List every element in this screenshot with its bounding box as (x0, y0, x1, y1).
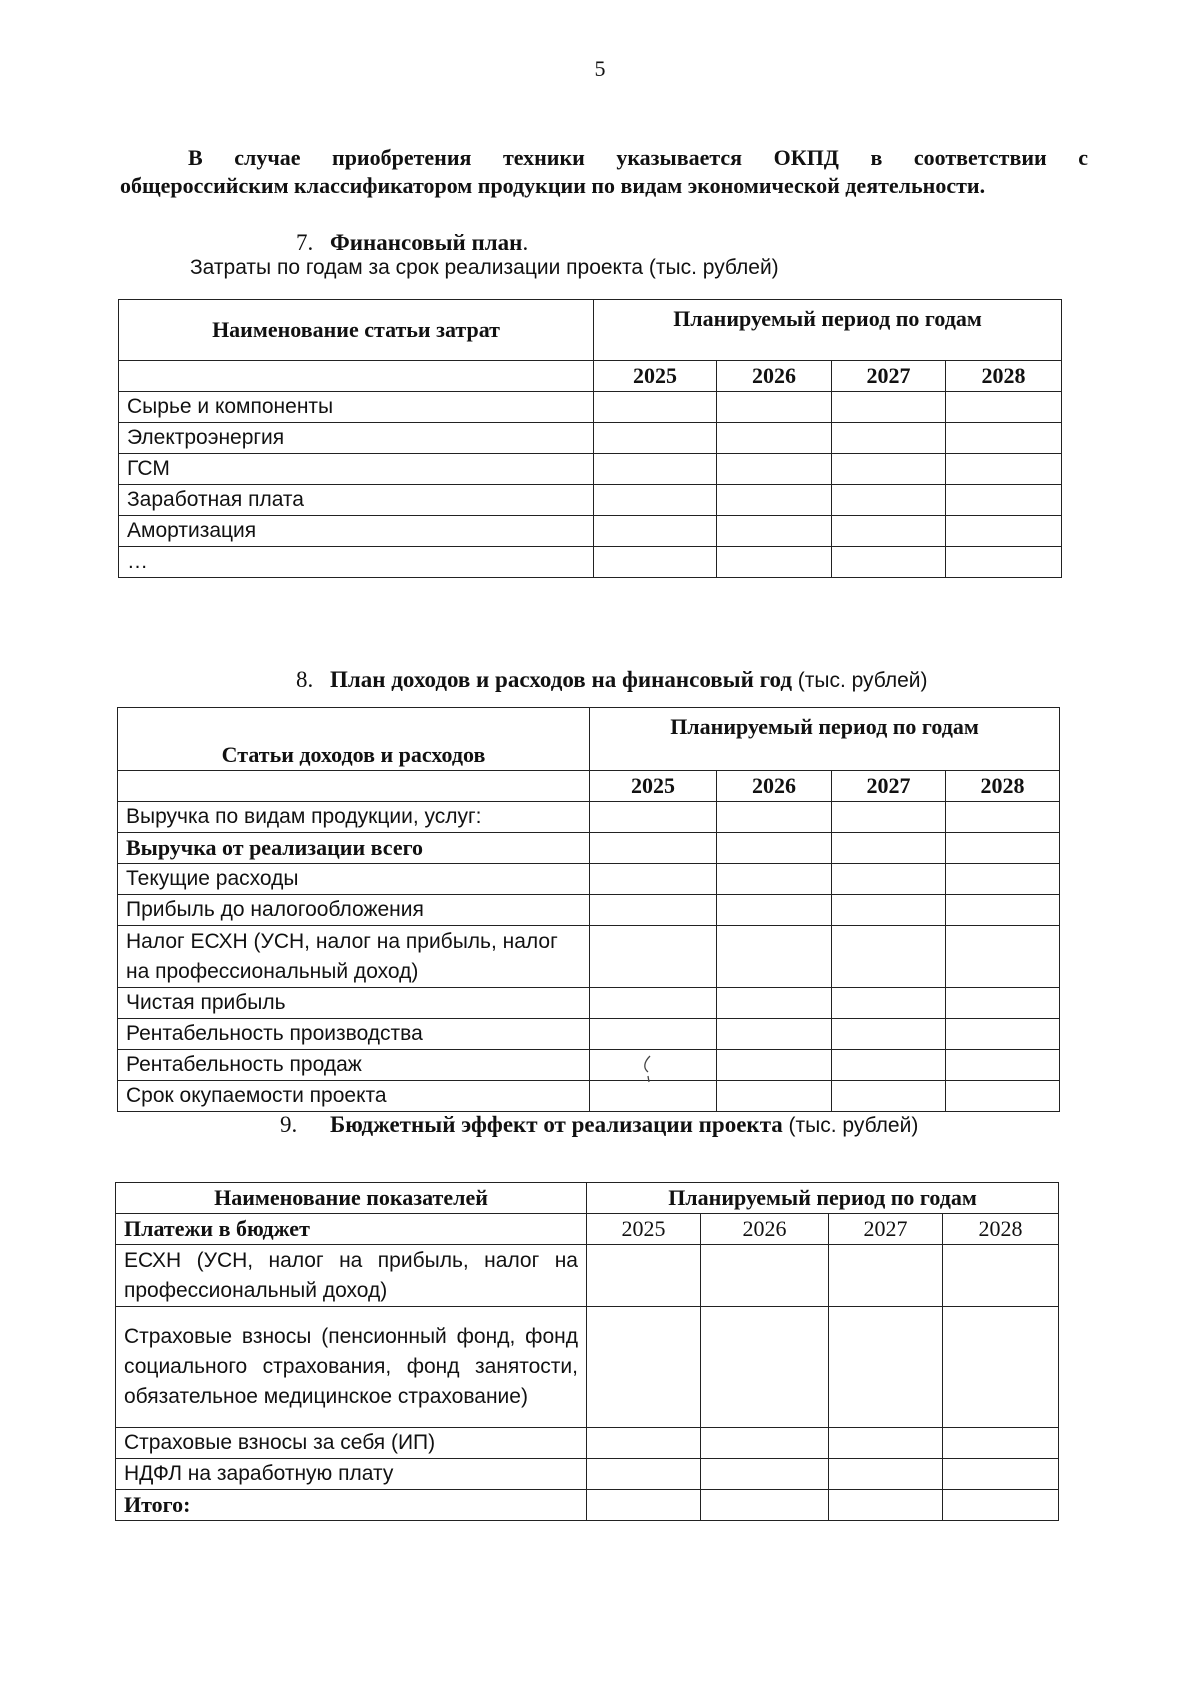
table-row (118, 895, 1060, 926)
costs-year-header: 2025 (594, 361, 717, 392)
table-cell (943, 1428, 1059, 1459)
table-cell (832, 423, 946, 454)
table-cell (594, 485, 717, 516)
income-item-label: Выручка по видам продукции, услуг: (118, 802, 590, 833)
table-cell (717, 926, 832, 988)
table-cell (946, 1081, 1060, 1112)
table-cell (946, 802, 1060, 833)
section-9-heading (280, 1110, 918, 1141)
budget-effect-table (115, 1182, 1059, 1521)
table-cell (832, 485, 946, 516)
costs-table (118, 299, 1062, 578)
section-7-title: Финансовый план (330, 230, 523, 255)
table-row (116, 1245, 1059, 1307)
table-cell (832, 1019, 946, 1050)
table-cell (717, 864, 832, 895)
table-cell (946, 547, 1062, 578)
section-7-title-suffix: . (522, 230, 529, 255)
table-cell (832, 392, 946, 423)
table-cell (832, 833, 946, 864)
table-cell (717, 1081, 832, 1112)
table-cell (717, 547, 832, 578)
table-row (118, 988, 1060, 1019)
table-cell (587, 1307, 701, 1428)
table-cell (590, 1019, 717, 1050)
table-cell (943, 1459, 1059, 1490)
table-row (119, 423, 1062, 454)
table-cell (717, 516, 832, 547)
table-cell (946, 485, 1062, 516)
table-cell (587, 1459, 701, 1490)
income-expense-table (117, 707, 1060, 1112)
page-number: 5 (594, 56, 606, 81)
table-cell (829, 1459, 943, 1490)
budget-total-label: Итого: (116, 1490, 587, 1521)
table-cell (829, 1428, 943, 1459)
section-9-units: (тыс. рублей) (788, 1114, 919, 1137)
table-cell (587, 1245, 701, 1307)
section-7-heading (296, 228, 528, 258)
budget-item-label: Страховые взносы за себя (ИП) (116, 1428, 587, 1459)
section-7-subtitle: Затраты по годам за срок реализации проекта (тыс. рублей) (190, 256, 779, 279)
income-item-label: Срок окупаемости проекта (118, 1081, 590, 1112)
section-8-heading (296, 665, 928, 696)
table-row (116, 1459, 1059, 1490)
table-cell (701, 1459, 829, 1490)
table-cell (717, 1050, 832, 1081)
section-7-number: 7. (296, 230, 314, 255)
income-year-header: 2027 (832, 771, 946, 802)
budget-item-label: Страховые взносы (пенсионный фонд, фонд социального страхования, фонд занятости, обязательное медицинское страхование) (116, 1307, 587, 1428)
table-cell (832, 516, 946, 547)
table-row (119, 392, 1062, 423)
table-cell (829, 1307, 943, 1428)
table-row (116, 1428, 1059, 1459)
budget-item-header: Наименование показателей (116, 1183, 587, 1214)
table-row (118, 926, 1060, 988)
table-cell (701, 1428, 829, 1459)
pen-mark-icon (640, 1054, 654, 1084)
income-header-empty-cell (118, 771, 590, 802)
table-cell (946, 926, 1060, 988)
costs-period-header: Планируемый период по годам (594, 300, 1062, 361)
table-row (118, 1050, 1060, 1081)
table-cell (832, 926, 946, 988)
table-row (118, 833, 1060, 864)
table-cell (717, 392, 832, 423)
table-row (116, 1490, 1059, 1521)
income-item-label: Рентабельность продаж (118, 1050, 590, 1081)
table-cell (832, 895, 946, 926)
table-cell (946, 423, 1062, 454)
budget-item-label: ЕСХН (УСН, налог на прибыль, налог на профессиональный доход) (116, 1245, 587, 1307)
table-cell (594, 392, 717, 423)
income-item-label: Выручка от реализации всего (118, 833, 590, 864)
table-cell (717, 423, 832, 454)
table-row (118, 802, 1060, 833)
cost-item-label: ГСМ (119, 454, 594, 485)
table-cell (832, 802, 946, 833)
table-cell (946, 1019, 1060, 1050)
table-cell (701, 1307, 829, 1428)
table-cell (946, 864, 1060, 895)
income-item-label: Текущие расходы (118, 864, 590, 895)
table-cell (701, 1245, 829, 1307)
table-cell (717, 454, 832, 485)
table-cell (943, 1245, 1059, 1307)
table-cell (717, 1019, 832, 1050)
cost-item-label: Заработная плата (119, 485, 594, 516)
income-year-header: 2026 (717, 771, 832, 802)
section-8-units: (тыс. рублей) (797, 669, 928, 692)
table-cell (946, 1050, 1060, 1081)
table-cell (832, 864, 946, 895)
table-cell (946, 454, 1062, 485)
intro-paragraph-line-2: общероссийским классификатором продукции по видам экономической деятельности. (120, 173, 986, 198)
table-cell (590, 926, 717, 988)
income-period-header: Планируемый период по годам (590, 708, 1060, 771)
table-cell (832, 1050, 946, 1081)
costs-item-header: Наименование статьи затрат (119, 300, 594, 361)
table-cell (701, 1490, 829, 1521)
budget-year-header: 2028 (943, 1214, 1059, 1245)
table-row (116, 1307, 1059, 1428)
table-cell (590, 802, 717, 833)
table-row (119, 547, 1062, 578)
cost-item-label: Амортизация (119, 516, 594, 547)
table-cell (946, 895, 1060, 926)
table-cell (946, 516, 1062, 547)
table-cell (594, 423, 717, 454)
section-9-number: 9. (280, 1112, 298, 1137)
income-year-header: 2028 (946, 771, 1060, 802)
budget-period-header: Планируемый период по годам (587, 1183, 1059, 1214)
cost-item-label: Электроэнергия (119, 423, 594, 454)
table-cell (717, 833, 832, 864)
budget-subheader: Платежи в бюджет (116, 1214, 587, 1245)
section-8-number: 8. (296, 667, 314, 692)
table-cell (717, 895, 832, 926)
table-cell (590, 895, 717, 926)
cost-item-label: Сырье и компоненты (119, 392, 594, 423)
income-year-header: 2025 (590, 771, 717, 802)
table-cell (943, 1490, 1059, 1521)
table-cell (594, 454, 717, 485)
table-cell (587, 1428, 701, 1459)
intro-paragraph-line-1: В случае приобретения техники указывается ОКПД в соответствии с (188, 145, 1088, 170)
section-8-title: План доходов и расходов на финансовый год (330, 667, 792, 692)
table-cell (594, 516, 717, 547)
table-cell (717, 802, 832, 833)
income-item-label: Налог ЕСХН (УСН, налог на прибыль, налог на профессиональный доход) (118, 926, 590, 988)
table-cell (717, 988, 832, 1019)
table-cell (832, 1081, 946, 1112)
table-row (119, 485, 1062, 516)
cost-item-label: … (119, 547, 594, 578)
table-cell (946, 392, 1062, 423)
budget-year-header: 2025 (587, 1214, 701, 1245)
income-item-label: Чистая прибыль (118, 988, 590, 1019)
budget-year-header: 2026 (701, 1214, 829, 1245)
table-cell (590, 988, 717, 1019)
table-cell (590, 833, 717, 864)
costs-header-empty-cell (119, 361, 594, 392)
table-cell (587, 1490, 701, 1521)
table-cell (590, 864, 717, 895)
table-cell (943, 1307, 1059, 1428)
income-item-header: Статьи доходов и расходов (118, 708, 590, 771)
costs-year-header: 2027 (832, 361, 946, 392)
table-cell (832, 454, 946, 485)
table-cell (946, 833, 1060, 864)
income-item-label: Прибыль до налогообложения (118, 895, 590, 926)
table-row (118, 864, 1060, 895)
table-row (118, 1019, 1060, 1050)
table-row (119, 454, 1062, 485)
budget-item-label: НДФЛ на заработную плату (116, 1459, 587, 1490)
budget-year-header: 2027 (829, 1214, 943, 1245)
table-cell (717, 485, 832, 516)
table-cell (829, 1245, 943, 1307)
costs-year-header: 2026 (717, 361, 832, 392)
section-9-title: Бюджетный эффект от реализации проекта (330, 1112, 783, 1137)
table-cell (832, 988, 946, 1019)
table-cell (590, 1081, 717, 1112)
table-cell (832, 547, 946, 578)
table-row (119, 516, 1062, 547)
income-item-label: Рентабельность производства (118, 1019, 590, 1050)
costs-year-header: 2028 (946, 361, 1062, 392)
table-cell (829, 1490, 943, 1521)
table-row (118, 1081, 1060, 1112)
table-cell (946, 988, 1060, 1019)
table-cell (594, 547, 717, 578)
